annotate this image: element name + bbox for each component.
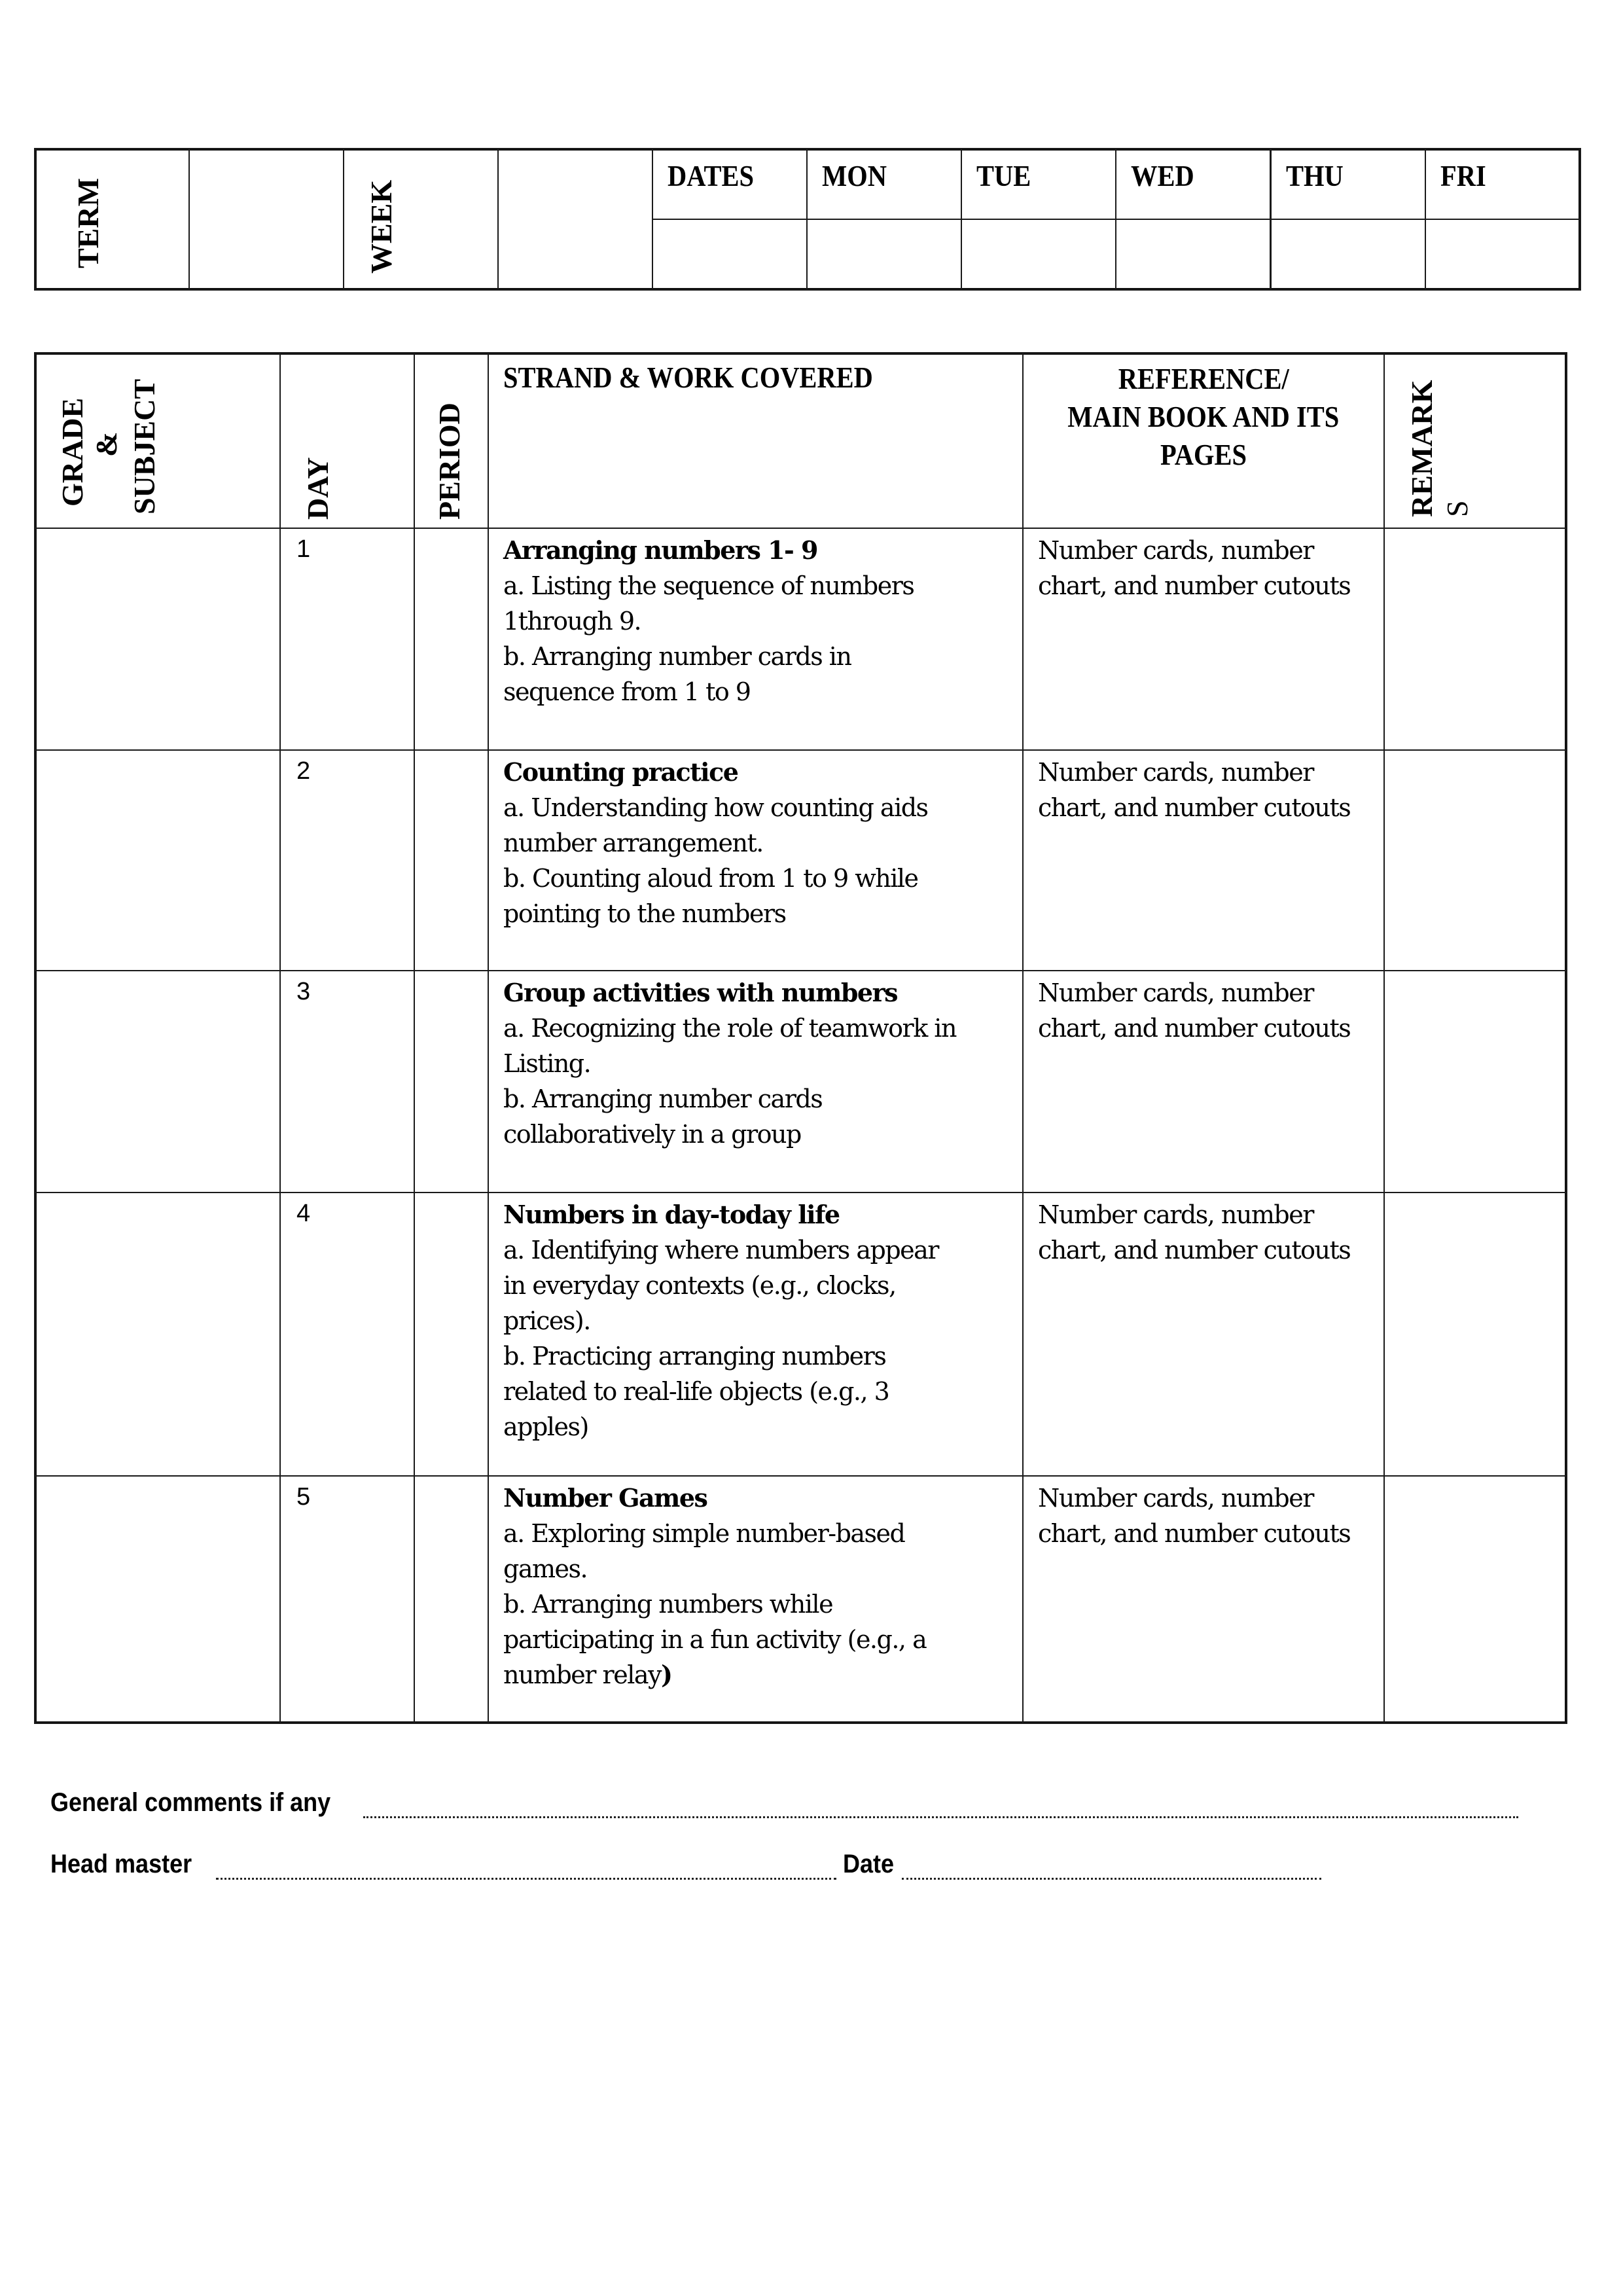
day-number: 4 — [296, 1200, 311, 1227]
reference-line: chart, and number cutouts — [1038, 571, 1351, 600]
strand-content — [503, 1480, 1014, 1693]
strand-content — [503, 975, 1014, 1152]
strand-line: collaboratively in a group — [503, 1120, 801, 1149]
period-header — [414, 352, 489, 529]
term-value-field[interactable] — [188, 148, 344, 291]
strand-line: related to real-life objects (e.g., 3 — [503, 1377, 889, 1406]
reference-line: chart, and number cutouts — [1038, 1236, 1351, 1265]
day-header-wed — [1115, 148, 1271, 220]
row-5-reference — [1022, 1475, 1385, 1724]
strand-content — [503, 533, 1014, 709]
strand-line-text: number relay — [503, 1660, 661, 1689]
date-field-mon[interactable] — [806, 219, 962, 291]
day-label-wed: WED — [1131, 159, 1194, 192]
strand-line: sequence from 1 to 9 — [503, 677, 751, 706]
strand-line: b. Arranging number cards in — [503, 642, 851, 671]
strand-line: Listing. — [503, 1049, 591, 1078]
row-1-grade-subject[interactable] — [34, 528, 281, 751]
general-comments-label: General comments if any — [50, 1788, 331, 1817]
reference-content — [1038, 755, 1376, 825]
row-2-reference — [1022, 749, 1385, 971]
row-4-strand — [488, 1192, 1024, 1477]
row-4-remarks[interactable] — [1383, 1192, 1567, 1477]
date-input-line[interactable] — [902, 1878, 1321, 1880]
strand-line: games. — [503, 1554, 588, 1583]
row-1-strand — [488, 528, 1024, 751]
day-number: 2 — [296, 757, 311, 785]
strand-line: pointing to the numbers — [503, 899, 786, 928]
reference-content — [1038, 975, 1376, 1046]
reference-line: Number cards, number — [1038, 536, 1313, 565]
strand-line: a. Exploring simple number-based — [503, 1519, 905, 1548]
closing-paren: ) — [660, 1660, 672, 1689]
row-2-grade-subject[interactable] — [34, 749, 281, 971]
reference-label-line-1: REFERENCE/ — [1118, 362, 1289, 395]
row-3-reference — [1022, 970, 1385, 1193]
strand-title: Group activities with numbers — [503, 978, 897, 1007]
reference-content — [1038, 1480, 1376, 1551]
strand-line: b. Practicing arranging numbers — [503, 1342, 886, 1371]
day-header-fri — [1425, 148, 1581, 220]
day-header-mon — [806, 148, 962, 220]
reference-label-line-2: MAIN BOOK AND ITS — [1067, 400, 1340, 433]
remarks-header — [1383, 352, 1567, 529]
strand-line: prices). — [503, 1306, 590, 1335]
row-3-remarks[interactable] — [1383, 970, 1567, 1193]
head-master-label: Head master — [50, 1850, 192, 1878]
row-2-remarks[interactable] — [1383, 749, 1567, 971]
row-3-strand — [488, 970, 1024, 1193]
row-5-grade-subject[interactable] — [34, 1475, 281, 1724]
grade-label: GRADE — [56, 397, 89, 507]
strand-line: b. Arranging number cards — [503, 1085, 823, 1113]
grade-subject-header — [34, 352, 281, 529]
reference-header — [1022, 352, 1385, 529]
row-4-grade-subject[interactable] — [34, 1192, 281, 1477]
ampersand-label: & — [90, 431, 123, 457]
date-field-fri[interactable] — [1425, 219, 1581, 291]
strand-title: Counting practice — [503, 757, 738, 787]
reference-label-line-3: PAGES — [1160, 438, 1247, 471]
date-label: Date — [843, 1850, 895, 1878]
strand-header — [488, 352, 1024, 529]
dates-value-field[interactable] — [652, 219, 808, 291]
strand-line: a. Listing the sequence of numbers — [503, 571, 914, 600]
row-2-day — [279, 749, 415, 971]
day-number: 1 — [296, 535, 311, 563]
general-comments-input-line[interactable] — [363, 1816, 1518, 1818]
reference-line: chart, and number cutouts — [1038, 1014, 1351, 1043]
row-4-day — [279, 1192, 415, 1477]
strand-content — [503, 1197, 1014, 1444]
date-field-tue[interactable] — [961, 219, 1116, 291]
row-2-period[interactable] — [414, 749, 489, 971]
reference-line: Number cards, number — [1038, 978, 1313, 1007]
week-label: WEEK — [365, 179, 398, 274]
row-1-remarks[interactable] — [1383, 528, 1567, 751]
day-header-tue — [961, 148, 1116, 220]
row-5-day — [279, 1475, 415, 1724]
date-field-thu[interactable] — [1270, 219, 1426, 291]
row-5-remarks[interactable] — [1383, 1475, 1567, 1724]
reference-content — [1038, 1197, 1376, 1268]
row-4-reference — [1022, 1192, 1385, 1477]
remarks-label-line-2: S — [1440, 500, 1474, 517]
row-4-period[interactable] — [414, 1192, 489, 1477]
strand-line: a. Recognizing the role of teamwork in — [503, 1014, 956, 1043]
strand-line-last — [503, 1657, 1014, 1693]
reference-column-label — [1024, 360, 1383, 474]
row-2-strand — [488, 749, 1024, 971]
strand-line: participating in a fun activity (e.g., a — [503, 1625, 927, 1654]
strand-column-label: STRAND & WORK COVERED — [503, 361, 873, 394]
day-header-thu — [1270, 148, 1426, 220]
reference-line: chart, and number cutouts — [1038, 1519, 1351, 1548]
row-3-grade-subject[interactable] — [34, 970, 281, 1193]
reference-line: Number cards, number — [1038, 758, 1313, 787]
row-1-reference — [1022, 528, 1385, 751]
strand-line: b. Arranging numbers while — [503, 1590, 833, 1619]
day-number: 5 — [296, 1483, 311, 1511]
row-5-period[interactable] — [414, 1475, 489, 1724]
day-header — [279, 352, 415, 529]
strand-line: 1through 9. — [503, 607, 641, 636]
head-master-signature-line[interactable] — [216, 1878, 836, 1880]
row-1-day — [279, 528, 415, 751]
reference-line: Number cards, number — [1038, 1484, 1313, 1513]
strand-line: a. Understanding how counting aids — [503, 793, 928, 822]
reference-content — [1038, 533, 1376, 603]
row-3-day — [279, 970, 415, 1193]
strand-line: apples) — [503, 1412, 588, 1441]
day-label-thu: THU — [1286, 159, 1344, 192]
dates-label: DATES — [668, 159, 754, 192]
strand-line: number arrangement. — [503, 829, 763, 857]
reference-line: Number cards, number — [1038, 1200, 1313, 1229]
day-label-mon: MON — [822, 159, 887, 192]
strand-title: Arranging numbers 1- 9 — [503, 535, 817, 565]
week-value-field[interactable] — [497, 148, 653, 291]
strand-line: b. Counting aloud from 1 to 9 while — [503, 864, 918, 893]
remarks-label-line-1: REMARK — [1405, 380, 1438, 517]
date-field-wed[interactable] — [1115, 219, 1271, 291]
term-label: TERM — [71, 178, 105, 268]
period-column-label: PERIOD — [433, 403, 466, 520]
row-5-strand — [488, 1475, 1024, 1724]
strand-title: Numbers in day-today life — [503, 1200, 840, 1229]
strand-line: a. Identifying where numbers appear — [503, 1236, 938, 1265]
day-column-label: DAY — [301, 457, 334, 520]
day-label-tue: TUE — [976, 159, 1031, 192]
row-3-period[interactable] — [414, 970, 489, 1193]
term-label-cell — [34, 148, 190, 291]
strand-line: in everyday contexts (e.g., clocks, — [503, 1271, 896, 1300]
reference-line: chart, and number cutouts — [1038, 793, 1351, 822]
day-label-fri: FRI — [1440, 159, 1486, 192]
subject-label: SUBJECT — [128, 378, 161, 514]
strand-content — [503, 755, 1014, 931]
strand-title: Number Games — [503, 1483, 707, 1513]
week-label-cell — [343, 148, 499, 291]
row-1-period[interactable] — [414, 528, 489, 751]
dates-header-cell — [652, 148, 808, 220]
day-number: 3 — [296, 978, 311, 1005]
